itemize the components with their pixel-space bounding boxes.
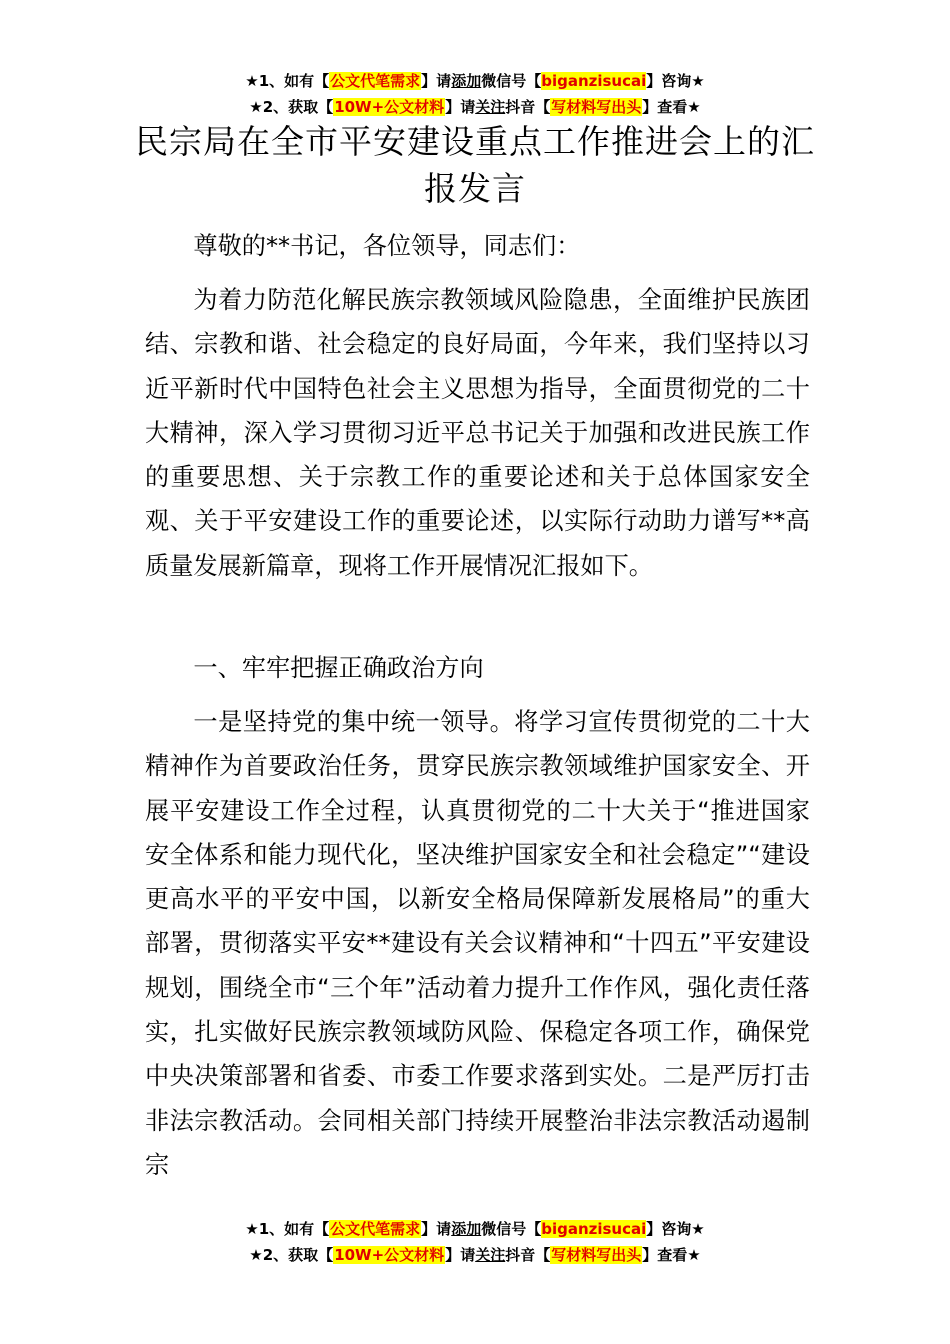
promo-highlight: 公文代笔需求 bbox=[330, 72, 421, 90]
paragraph-intro bbox=[145, 278, 810, 588]
promo-wechat-id: biganzisucai bbox=[541, 72, 647, 90]
promo-text: ★1、如有【 bbox=[245, 1220, 330, 1238]
promo-text: 】请 bbox=[421, 72, 452, 90]
promo-text: 】咨询★ bbox=[646, 1220, 705, 1238]
promo-text: 】查看★ bbox=[642, 98, 701, 116]
promo-text: 微信号【 bbox=[481, 1220, 542, 1238]
promo-text: ★2、获取【 bbox=[249, 98, 334, 116]
promo-banner-bottom bbox=[0, 1216, 950, 1268]
promo-line-2 bbox=[0, 1242, 950, 1268]
promo-text: 】查看★ bbox=[642, 1246, 701, 1264]
paragraph-text: 一是坚持党的集中统一领导。将学习宣传贯彻党的二十大精神作为首要政治任务，贯穿民族宗教领域维护国家安全、开展平安建设工作全过程，认真贯彻党的二十大关于“推进国家安全体系和能力现代化，坚决维护国家安全和社会稳定”“建设更高水平的平安中国，以新安全格局保障新发展格局”的重大部署，贯彻落实平安**建设有关会议精神和“十四五”平安建设规划，围绕全市“三个年”活动着力提升工作作风，强化责任落实，扎实做好民族宗教领域防风险、保稳定各项工作，确保党中央决策部署和省委、市委工作要求落到实处。二是严厉打击非法宗教活动。会同相关部门持续开展整治非法宗教活动遏制宗 bbox=[145, 708, 810, 1179]
paragraph-text: 为着力防范化解民族宗教领域风险隐患，全面维护民族团结、宗教和谐、社会稳定的良好局面，今年来，我们坚持以习近平新时代中国特色社会主义思想为指导，全面贯彻党的二十大精神，深入学习贯彻习近平总书记关于加强和改进民族工作的重要思想、关于宗教工作的重要论述和关于总体国家安全观、关于平安建设工作的重要论述，以实际行动助力谱写**高质量发展新篇章，现将工作开展情况汇报如下。 bbox=[145, 286, 810, 580]
promo-emphasis: 添加 bbox=[451, 1220, 482, 1238]
promo-highlight: 10W+公文材料 bbox=[334, 98, 445, 116]
promo-text: ★1、如有【 bbox=[245, 72, 330, 90]
promo-douyin-account: 写材料写出头 bbox=[551, 98, 642, 116]
section-heading-text: 一、牢牢把握正确政治方向 bbox=[193, 654, 484, 682]
promo-douyin-account: 写材料写出头 bbox=[551, 1246, 642, 1264]
salutation-text: 尊敬的**书记，各位领导，同志们： bbox=[193, 232, 581, 260]
promo-banner-top bbox=[0, 68, 950, 120]
promo-emphasis: 关注 bbox=[475, 1246, 506, 1264]
promo-text: ★2、获取【 bbox=[249, 1246, 334, 1264]
promo-text: 】咨询★ bbox=[646, 72, 705, 90]
promo-text: 抖音【 bbox=[505, 1246, 551, 1264]
promo-line-1 bbox=[0, 68, 950, 94]
promo-line-2 bbox=[0, 94, 950, 120]
promo-text: 】请 bbox=[445, 1246, 476, 1264]
promo-emphasis: 添加 bbox=[451, 72, 482, 90]
salutation bbox=[145, 224, 810, 268]
promo-text: 】请 bbox=[421, 1220, 452, 1238]
document-title: 民宗局在全市平安建设重点工作推进会上的汇报发言 bbox=[135, 122, 815, 208]
promo-text: 】请 bbox=[445, 98, 476, 116]
promo-highlight: 10W+公文材料 bbox=[334, 1246, 445, 1264]
paragraph-section-1 bbox=[145, 700, 810, 1187]
promo-emphasis: 关注 bbox=[475, 98, 506, 116]
promo-text: 微信号【 bbox=[481, 72, 542, 90]
promo-wechat-id: biganzisucai bbox=[541, 1220, 647, 1238]
promo-text: 抖音【 bbox=[505, 98, 551, 116]
promo-highlight: 公文代笔需求 bbox=[330, 1220, 421, 1238]
section-heading bbox=[145, 646, 810, 690]
promo-line-1 bbox=[0, 1216, 950, 1242]
